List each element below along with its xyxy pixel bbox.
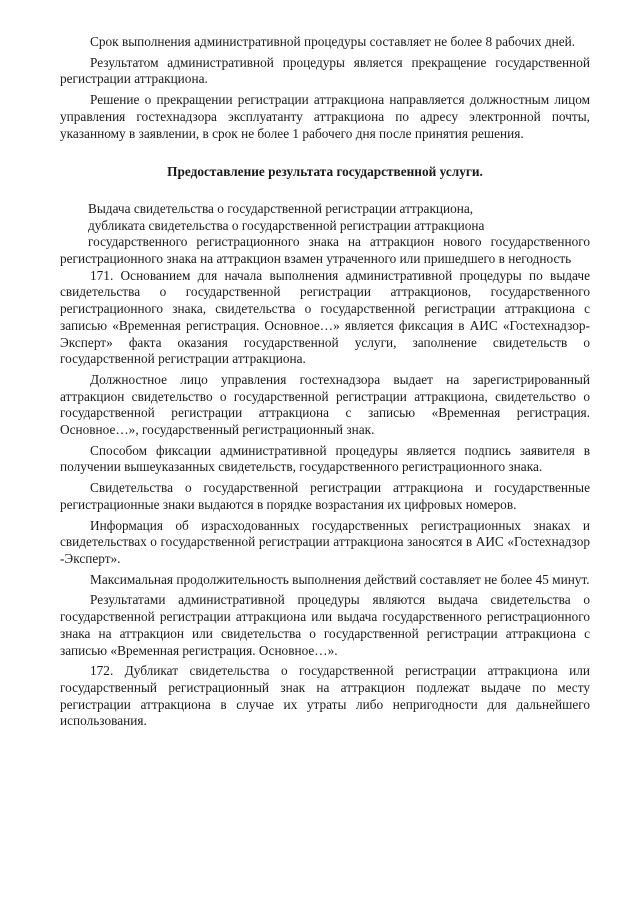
paragraph-ais-info: Информация об израсходованных государственных регистрационных знаках и свидетельствах о государственной регистрации аттракциона заносятся в АИС «Гостехнадзор -Эксперт». — [60, 517, 590, 566]
paragraph-172: 172. Дубликат свидетельства о государственной регистрации аттракциона или государственный регистрационный знак на аттракцион подлежат выдаче по месту регистрации аттракциона в случае их утраты либо непригодности для дальнейшего использования. — [60, 663, 590, 729]
paragraph-max-duration: Максимальная продолжительность выполнения действий составляет не более 45 минут. — [90, 571, 590, 587]
paragraph-procedure-results: Результатами административной процедуры являются выдача свидетельства о государственной регистрации аттракциона или выдача государственного регистрационного знака на аттракцион или свидетельства о государственной регистрации аттракциона с записью «Временная регистрация. Основное…». — [60, 592, 590, 658]
paragraph-official-issues: Должностное лицо управления гостехнадзора выдает на зарегистрированный аттракцион свидетельство о государственной регистрации аттракциона, свидетельство о государственной регистрации аттракциона с записью «Временная регистрация. Основное…», государственный регистрационный знак. — [60, 371, 590, 438]
subheading-line-1: Выдача свидетельства о государственной регистрации аттракциона, — [88, 200, 474, 216]
section-heading: Предоставление результата государственной услуги. — [167, 164, 483, 180]
paragraph-result: Результатом административной процедуры является прекращение государственной регистрации аттракциона. — [60, 54, 590, 87]
subheading-line-3: государственного регистрационного знака на аттракцион нового государственного регистрационного знака на аттракцион взамен утраченного или пришедшего в негодность — [60, 234, 590, 267]
paragraph-171: 171. Основанием для начала выполнения административной процедуры по выдаче свидетельства о государственной регистрации аттракционов, государственного регистрационного знака, свидетельства о государственной регистрации аттракциона с записью «Временная регистрация. Основное…» является фиксация в АИС «Гостехнадзор- Эксперт» факта оказания государственной услуги, заполнение свидетельств о государственной регистрации аттракциона. — [60, 267, 590, 367]
paragraph-fixation-method: Способом фиксации административной процедуры является подпись заявителя в получении вышеуказанных свидетельств, государственного регистрационного знака. — [60, 442, 590, 475]
subheading-line-2: дубликата свидетельства о государственной регистрации аттракциона — [88, 217, 485, 233]
paragraph-duration: Срок выполнения административной процедуры составляет не более 8 рабочих дней. — [90, 34, 576, 49]
paragraph-issue-order: Свидетельства о государственной регистрации аттракциона и государственные регистрационные знаки выдаются в порядке возрастания их цифровых номеров. — [60, 480, 590, 512]
paragraph-decision: Решение о прекращении регистрации аттракциона направляется должностным лицом управления гостехнадзора эксплуатанту аттракциона по адресу электронной почты, указанному в заявлении, в срок не более 1 рабочего дня после принятия решения. — [60, 92, 590, 141]
